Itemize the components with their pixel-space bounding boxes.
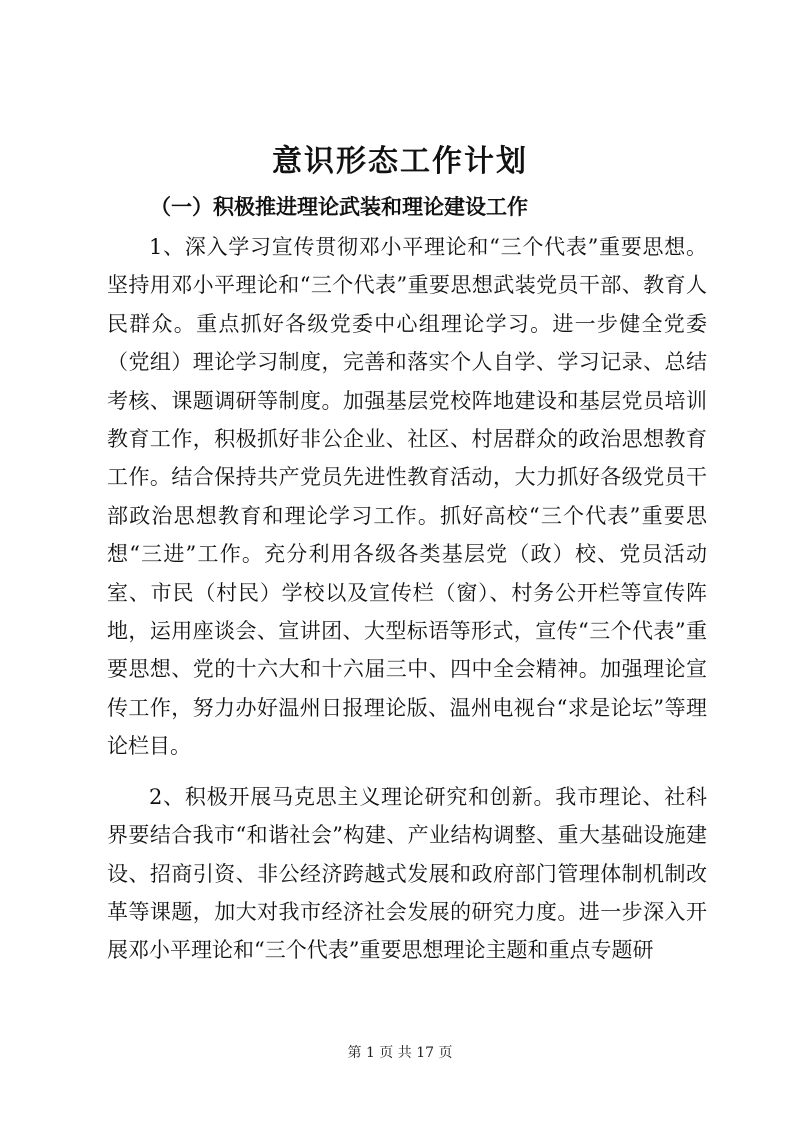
paragraph-2: 2、积极开展马克思主义理论研究和创新。我市理论、社科界要结合我市“和谐社会”构建、产业结构调整、重大基础设施建设、招商引资、非公经济跨越式发展和政府部门管理体制机制改革等课题，加大对我市经济社会发展的研究力度。进一步深入开展邓小平理论和“三个代表”重要思想理论主题和重点专题研 [107, 784, 707, 963]
section-heading: （一）积极推进理论武装和理论建设工作 [150, 194, 528, 219]
document-body [107, 228, 707, 970]
page-footer: 第 1 页 共 17 页 [347, 1045, 453, 1061]
document-title: 意识形态工作计划 [272, 144, 528, 179]
paragraph-1: 1、深入学习宣传贯彻邓小平理论和“三个代表”重要思想。坚持用邓小平理论和“三个代表”重要思想武装党员干部、教育人民群众。重点抓好各级党委中心组理论学习。进一步健全党委（党组）理论学习制度，完善和落实个人自学、学习记录、总结考核、课题调研等制度。加强基层党校阵地建设和基层党员培训教育工作，积极抓好非公企业、社区、村居群众的政治思想教育工作。结合保持共产党员先进性教育活动，大力抓好各级党员干部政治思想教育和理论学习工作。抓好高校“三个代表”重要思想“三进”工作。充分利用各级各类基层党（政）校、党员活动室、市民（村民）学校以及宣传栏（窗）、村务公开栏等宣传阵地，运用座谈会、宣讲团、大型标语等形式，宣传“三个代表”重要思想、党的十六大和十六届三中、四中全会精神。加强理论宣传工作，努力办好温州日报理论版、温州电视台“求是论坛”等理论栏目。 [107, 235, 707, 759]
